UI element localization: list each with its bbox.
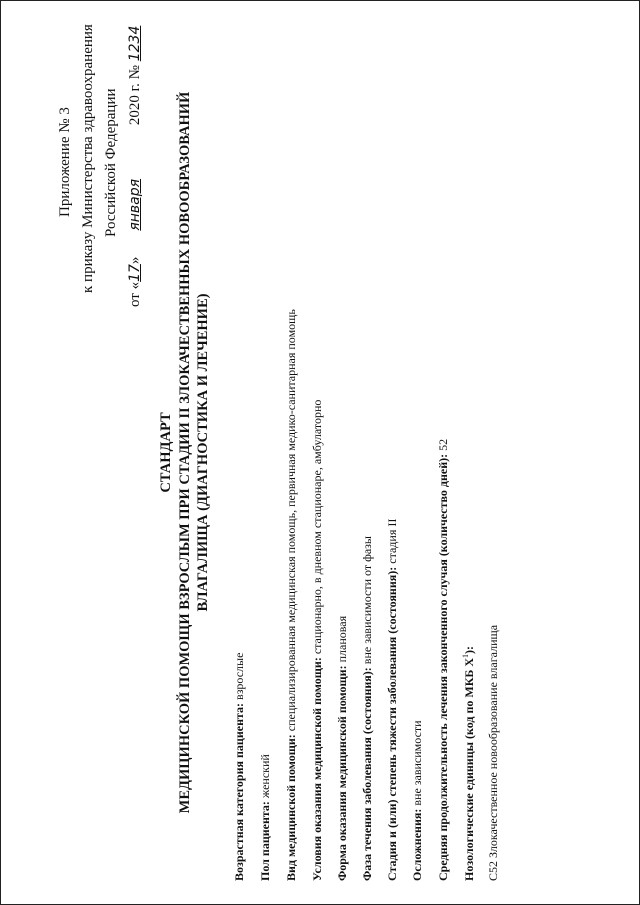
field-age-category: Возрастная категория пациента: взрослые	[232, 652, 246, 881]
handwritten-month: января	[127, 178, 143, 231]
field-sex: Пол пациента: женский	[258, 754, 272, 881]
field-average-duration: Средняя продолжительность лечения законченного случая (количество дней): 52	[436, 438, 450, 881]
field-care-conditions: Условия оказания медицинской помощи: стационарно, в дневном стационаре, амбулаторно	[310, 399, 324, 881]
field-complications: Осложнения: вне зависимости	[410, 720, 424, 881]
appendix-number: Приложение № 3	[57, 107, 73, 217]
year-text: 2020 г. №	[127, 65, 143, 126]
date-prefix: от «	[127, 281, 143, 307]
field-care-type: Вид медицинской помощи: специализированная медицинская помощь, первичная медико-санитарная помощь	[284, 309, 298, 881]
field-nosological-units: Нозологические единицы (код по МКБ $X^1$):	[461, 645, 476, 881]
standard-title: СТАНДАРТ	[158, 412, 174, 493]
order-date-line	[127, 26, 144, 307]
federation-line: Российской Федерации	[103, 88, 119, 237]
handwritten-number: 1234	[127, 25, 143, 62]
standard-subtitle-line2: ВЛАГАЛИЩА (ДИАГНОСТИКА И ЛЕЧЕНИЕ)	[195, 293, 211, 612]
order-reference: к приказу Министерства здравоохранения	[80, 24, 96, 293]
field-disease-stage: Стадия и (или) степень тяжести заболевания (состояния): стадия II	[385, 518, 399, 881]
field-disease-phase: Фаза течения заболевания (состояния): вне зависимости от фазы	[360, 536, 374, 881]
field-care-form: Форма оказания медицинской помощи: плановая	[335, 615, 349, 881]
handwritten-day: 17	[127, 264, 143, 282]
date-mid: »	[127, 256, 143, 265]
field-icd-code: C52 Злокачественное новообразование влагалища	[486, 624, 500, 881]
standard-subtitle-line1: МЕДИЦИНСКОЙ ПОМОЩИ ВЗРОСЛЫМ ПРИ СТАДИИ II ЗЛОКАЧЕСТВЕННЫХ НОВООБРАЗОВАНИЙ	[177, 91, 193, 814]
